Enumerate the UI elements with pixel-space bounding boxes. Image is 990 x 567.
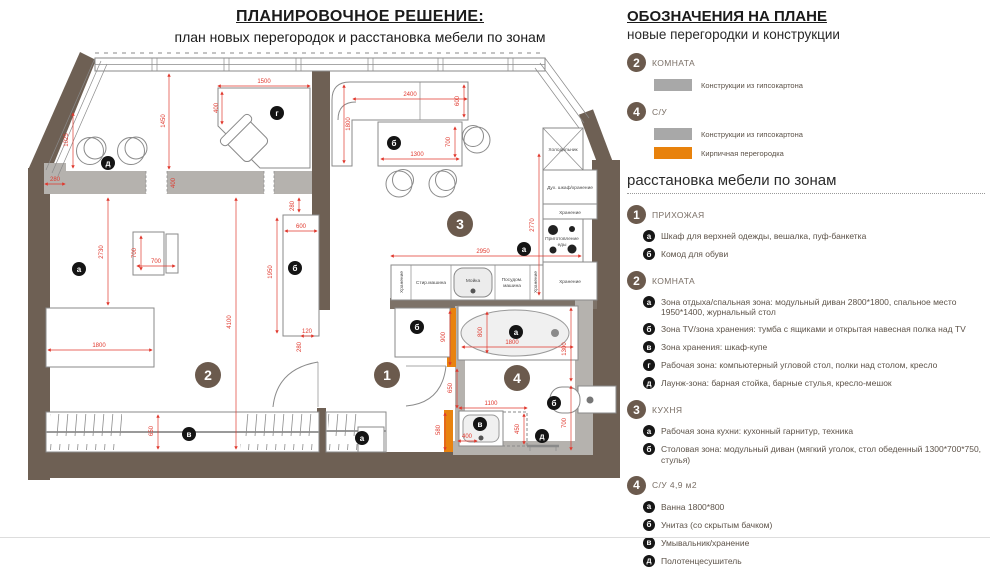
item-letter-badge: б (643, 248, 655, 260)
furniture-section-heading: расстановка мебели по зонам (627, 172, 837, 189)
legend-swatch-row (654, 79, 985, 91)
item-text: Столовая зона: модульный диван (мягкий уголок, стол обеденный 1300*700*750, стулья) (661, 444, 982, 465)
zone-number-badge: 2 (627, 271, 646, 290)
legend-item (643, 519, 985, 531)
legend-item (643, 501, 985, 513)
dimension-label: 1500 (257, 79, 271, 85)
dimension-label: 700 (446, 136, 452, 148)
door-arc (273, 362, 318, 407)
item-text: Унитаз (со скрытым бачком) (661, 519, 773, 530)
dimension-label: 900 (441, 331, 447, 343)
legend-subheading: новые перегородки и конструкции (627, 27, 840, 42)
storage-label: Хранение (559, 211, 581, 216)
swatch-label: Конструкции из гипсокартона (701, 129, 803, 139)
dimension-label: 650 (149, 425, 155, 437)
marker-b: б (292, 264, 298, 273)
marker-d: д (105, 159, 111, 168)
item-text: Комод для обуви (661, 249, 729, 259)
marker-g: г (275, 109, 279, 118)
legend-swatch-row (654, 128, 985, 140)
marker-a: а (76, 265, 82, 274)
toilet-tank (578, 386, 616, 413)
zone-name: КУХНЯ (652, 404, 683, 415)
dotted-divider (627, 193, 985, 194)
dimension-label: 280 (297, 341, 303, 353)
dimension-label: 450 (515, 423, 521, 435)
cooking-label: Приготовление (545, 237, 579, 242)
bar-stool (77, 138, 104, 165)
legend-partition-zone-4 (627, 102, 985, 121)
zone-number-badge: 4 (627, 476, 646, 495)
dining-chair (386, 171, 412, 197)
bar-stool (118, 138, 145, 165)
legend-zone-2 (627, 271, 985, 290)
zone-name: С/У 4,9 м2 (652, 480, 698, 491)
legend-item (643, 341, 985, 353)
gypsum-swatch (654, 128, 692, 140)
marker-d: д (539, 432, 545, 441)
dimension-label: 600 (455, 95, 461, 107)
item-letter-badge: д (643, 555, 655, 567)
marker-v: в (186, 430, 192, 439)
item-letter-badge: а (643, 296, 655, 308)
dimension-label: 2950 (476, 249, 490, 255)
item-letter-badge: д (643, 377, 655, 389)
svg-text:2: 2 (204, 367, 212, 383)
zone-number-badge: 4 (627, 102, 646, 121)
legend-item (643, 323, 985, 335)
oven-label: Дух. шкаф/хранение (547, 186, 593, 191)
zone-number-badge: 2 (627, 53, 646, 72)
tv-cabinet (283, 215, 319, 336)
fridge-label: Холодильник (548, 148, 578, 153)
dimension-label: 1800 (92, 343, 106, 349)
sofa-bed (46, 308, 154, 367)
dimension-label: 2400 (403, 92, 417, 98)
dishwasher-label: машина (503, 284, 521, 289)
item-letter-badge: б (643, 519, 655, 531)
legend-item (643, 377, 985, 389)
item-text: Шкаф для верхней одежды, вешалка, пуф-банкетка (661, 231, 867, 241)
item-text: Умывальник/хранение (661, 537, 750, 548)
marker-b: б (391, 139, 397, 148)
item-letter-badge: а (643, 425, 655, 437)
dimension-label: 650 (448, 382, 454, 394)
dimension-label: 1025 (64, 133, 70, 147)
svg-text:1: 1 (383, 367, 391, 383)
dishwasher-label: Посудом. (501, 278, 523, 283)
legend-heading: ОБОЗНАЧЕНИЯ НА ПЛАНЕ (627, 8, 827, 25)
zone-number-badge: 1 (627, 205, 646, 224)
item-text: Зона хранения: шкаф-купе (661, 342, 768, 353)
dimension-label: 1450 (161, 114, 167, 128)
dimension-label: 1300 (562, 342, 568, 356)
legend-item (643, 296, 985, 317)
zone-name: КОМНАТА (652, 275, 696, 286)
dining-chair (464, 127, 490, 153)
gypsum-swatch (654, 79, 692, 91)
legend-item (643, 248, 985, 260)
legend-item (643, 425, 985, 437)
dimension-label: 120 (301, 329, 313, 335)
legend-item (643, 230, 985, 242)
item-letter-badge: б (643, 443, 655, 455)
legend-panel (627, 8, 985, 567)
dimension-label: 800 (478, 326, 484, 338)
page-subtitle: план новых перегородок и расстановка мебели по зонам (174, 29, 546, 45)
brick-swatch (654, 147, 692, 159)
legend-partition-zone-2 (627, 53, 985, 72)
marker-v: в (477, 420, 483, 429)
legend-item (643, 555, 985, 567)
zone-number-badge: 3 (627, 400, 646, 419)
item-letter-badge: а (643, 230, 655, 242)
dimension-label: 700 (132, 247, 138, 259)
dimension-label: 1100 (484, 401, 498, 407)
item-text: Рабочая зона кухни: кухонный гарнитур, техника (661, 426, 854, 437)
item-text: Лаунж-зона: барная стойка, барные стулья, кресло-мешок (661, 378, 892, 389)
legend-zone-4 (627, 476, 985, 495)
item-letter-badge: а (643, 501, 655, 513)
legend-swatch-row (654, 147, 985, 159)
item-letter-badge: в (643, 341, 655, 353)
marker-b: б (414, 323, 420, 332)
dimension-label: 4100 (227, 315, 233, 329)
marker-b: б (551, 399, 557, 408)
dimension-label: 700 (150, 259, 162, 265)
legend-item (643, 537, 985, 549)
storage-label: Хранение (534, 271, 539, 293)
zone-name: ПРИХОЖАЯ (652, 209, 705, 220)
cooking-label: еды (557, 243, 567, 248)
legend-item (643, 359, 985, 371)
storage-label: Хранение (400, 271, 405, 293)
dimension-label: 600 (295, 224, 307, 230)
dimension-label: 400 (214, 102, 220, 114)
sink-label: Мойка (465, 279, 481, 284)
dimension-label: 1800 (505, 340, 519, 346)
marker-a: а (359, 434, 365, 443)
dimension-label: 1800 (346, 117, 352, 131)
page-title: ПЛАНИРОВОЧНОЕ РЕШЕНИЕ: (236, 8, 484, 25)
dimension-label: 2770 (530, 218, 536, 232)
item-text: Зона отдыха/спальная зона: модульный диван 2800*1800, спальное место 1950*1400, журнальный стол (661, 297, 957, 318)
svg-text:4: 4 (513, 370, 521, 386)
marker-a: а (513, 328, 519, 337)
dimension-label: 280 (49, 177, 61, 183)
swatch-label: Конструкции из гипсокартона (701, 80, 803, 90)
dimension-label: 700 (562, 417, 568, 429)
furniture (46, 82, 616, 452)
dimension-label: 280 (290, 200, 296, 212)
item-text: Рабочая зона: компьютерный угловой стол, полки над столом, кресло (661, 360, 938, 371)
legend-zone-1 (627, 205, 985, 224)
door-arc (406, 366, 446, 406)
dimension-label: 400 (461, 434, 473, 440)
svg-text:3: 3 (456, 216, 464, 232)
marker-a: а (521, 245, 527, 254)
dining-chair (429, 171, 455, 197)
dimension-label: 2730 (99, 245, 105, 259)
dimension-label: 580 (436, 424, 442, 436)
storage-label: Хранение (559, 280, 581, 285)
swatch-label: Кирпичная перегородка (701, 148, 784, 158)
item-letter-badge: б (643, 323, 655, 335)
dimension-label: 400 (171, 177, 177, 189)
zone-name: КОМНАТА (652, 57, 696, 68)
legend-zone-3 (627, 400, 985, 419)
bottom-divider (0, 537, 990, 538)
washer-label: Стир.машина (415, 281, 447, 286)
legend-item (643, 443, 985, 464)
item-text: Ванна 1800*800 (661, 501, 725, 512)
dimension-label: 1300 (410, 152, 424, 158)
item-letter-badge: в (643, 537, 655, 549)
item-text: Зона TV/зона хранения: тумба с ящиками и открытая навесная полка над TV (661, 324, 966, 335)
item-letter-badge: г (643, 359, 655, 371)
zone-name: С/У (652, 106, 668, 117)
item-text: Полотенцесушитель (661, 555, 742, 566)
dimension-label: 1950 (268, 265, 274, 279)
